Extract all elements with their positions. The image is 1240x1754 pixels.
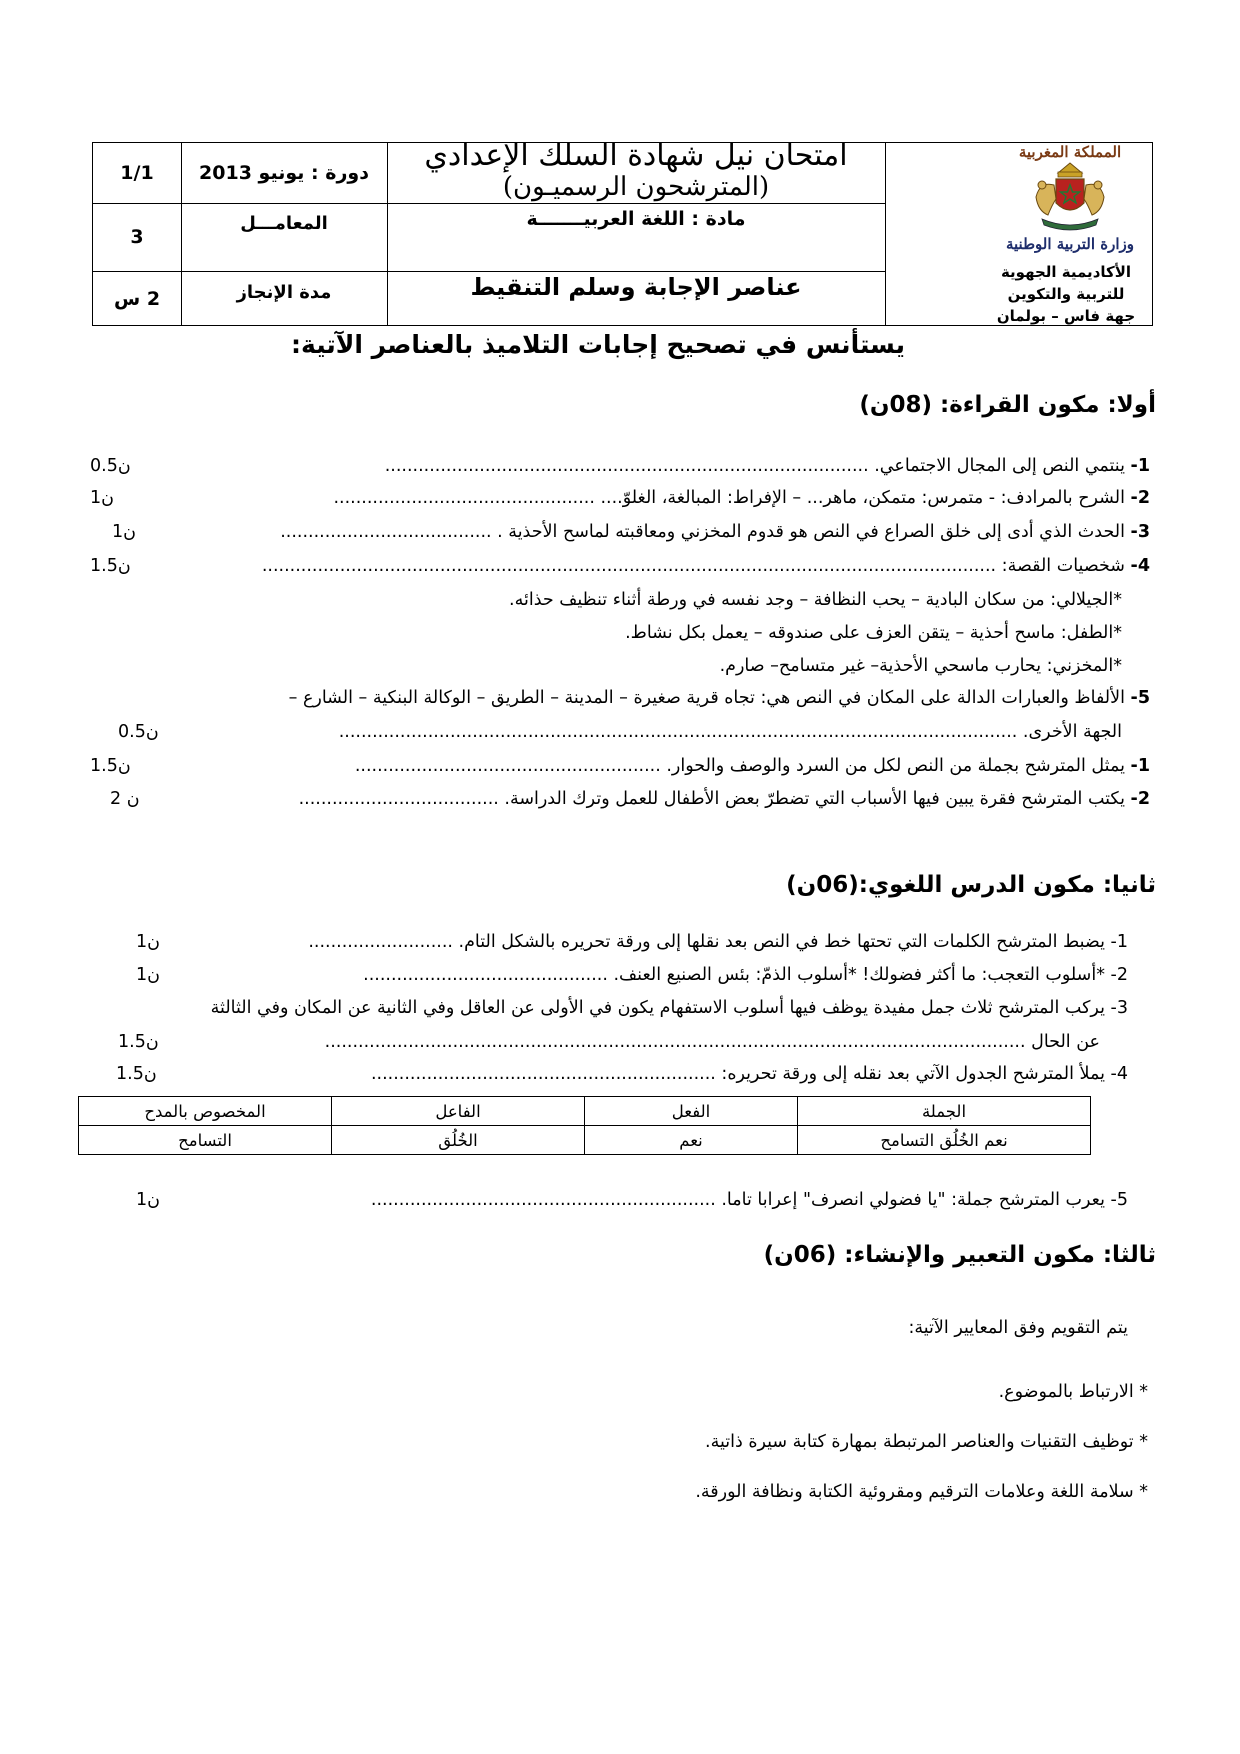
character-3: *المخزني: يحارب ماسحي الأحذية– غير متسامح– صارم. xyxy=(719,656,1122,676)
grammar-score-4: 1.5ن xyxy=(116,1064,157,1084)
coefficient-label: المعامـــل xyxy=(240,212,328,234)
table-cell: نعم xyxy=(585,1126,798,1155)
exam-title: امتحان نيل شهادة السلك الإعدادي xyxy=(424,137,848,173)
writing-item-2: 2- يكتب المترشح فقرة يبين فيها الأسباب التي تضطرّ بعض الأطفال للعمل وترك الدراسة. .................................... xyxy=(298,789,1150,809)
coat-of-arms-icon xyxy=(1028,159,1112,235)
page-number: 1/1 xyxy=(120,162,154,184)
grammar-score-5: 1ن xyxy=(136,1190,160,1210)
grammar-item-3: 3- يركب المترشح ثلاث جمل مفيدة يوظف فيها أسلوب الاستفهام يكون في الأولى عن العاقل وفي الثانية عن المكان وفي الثالثة xyxy=(210,998,1128,1018)
region-name: جهة فاس – بولمان xyxy=(996,307,1136,325)
academy-name xyxy=(976,261,1156,327)
candidates-type: (المترشحون الرسميـون) xyxy=(502,172,770,202)
instructions-heading: يستأنس في تصحيح إجابات التلاميذ بالعناصر الآتية: xyxy=(291,330,905,359)
reading-item-1: 1- ينتمي النص إلى المجال الاجتماعي. ....................................................................................... xyxy=(384,456,1150,476)
reading-score-3: 1ن xyxy=(112,522,136,542)
coefficient-value: 3 xyxy=(130,226,144,248)
reading-item-3: 3- الحدث الذي أدى إلى خلق الصراع في النص هو قدوم المخزني ومعاقبته لماسح الأحذية . ...................................... xyxy=(280,522,1150,542)
criterion-2: * توظيف التقنيات والعناصر المرتبطة بمهارة كتابة سيرة ذاتية. xyxy=(705,1432,1148,1452)
section-composition-title: ثالثا: مكون التعبير والإنشاء: (06ن) xyxy=(763,1242,1156,1268)
reading-item-2: 2- الشرح بالمرادف: - متمرس: متمكن، ماهر... – الإفراط: المبالغة، الغلوّ.... ............................................... xyxy=(333,488,1150,508)
praise-sentence-table xyxy=(78,1096,1091,1155)
grammar-item-1: 1- يضبط المترشح الكلمات التي تحتها خط في النص بعد نقلها إلى ورقة تحريره بالشكل التام. .......................... xyxy=(308,932,1128,952)
reading-score-4: 1.5ن xyxy=(90,556,131,576)
table-header-row xyxy=(79,1097,1091,1126)
grammar-score-1: 1ن xyxy=(136,932,160,952)
section-reading-title: أولا: مكون القراءة: (08ن) xyxy=(859,392,1156,418)
reading-score-2: 1ن xyxy=(90,488,114,508)
grammar-score-3: 1.5ن xyxy=(118,1032,159,1052)
grammar-item-3-cont: عن الحال .............................................................................................................................. xyxy=(324,1032,1100,1052)
table-header-cell: الفعل xyxy=(585,1097,798,1126)
criterion-1: * الارتباط بالموضوع. xyxy=(998,1382,1148,1402)
reading-item-4: 4- شخصيات القصة: .................................................................................................................................... xyxy=(261,556,1150,576)
writing-score-1: 1.5ن xyxy=(90,756,131,776)
institution-block xyxy=(986,143,1154,327)
table-cell: التسامح xyxy=(79,1126,332,1155)
character-2: *الطفل: ماسح أحذية – يتقن العزف على صندوقه – يعمل بكل نشاط. xyxy=(625,623,1122,643)
criterion-3: * سلامة اللغة وعلامات الترقيم ومقروئية الكتابة ونظافة الورقة. xyxy=(695,1482,1148,1502)
writing-item-1: 1- يمثل المترشح بجملة من النص لكل من السرد والوصف والحوار. ....................................................... xyxy=(354,756,1150,776)
composition-intro: يتم التقويم وفق المعايير الآتية: xyxy=(908,1318,1128,1338)
writing-score-2: 2 ن xyxy=(110,789,140,809)
table-cell: نعم الخُلُق التسامح xyxy=(798,1126,1091,1155)
table-header-cell: الجملة xyxy=(798,1097,1091,1126)
table-header-cell: الفاعل xyxy=(332,1097,585,1126)
exam-header-table xyxy=(92,137,1153,326)
reading-score-5: 0.5ن xyxy=(118,722,159,742)
academy-title: الأكاديمية الجهوية للتربية والتكوين xyxy=(1000,263,1132,303)
grammar-item-4: 4- يملأ المترشح الجدول الآتي بعد نقله إلى ورقة تحريره: .............................................................. xyxy=(370,1064,1128,1084)
reading-item-5: 5- الألفاظ والعبارات الدالة على المكان في النص هي: تجاه قرية صغيرة – المدينة – الطريق – الوكالة البنكية – الشارع – xyxy=(288,688,1150,708)
subject-name: مادة : اللغة العربيـــــــة xyxy=(526,208,746,230)
character-1: *الجيلالي: من سكان البادية – يحب النظافة – وجد نفسه في ورطة أثناء تنظيف حذائه. xyxy=(509,590,1122,610)
duration-value: 2 س xyxy=(113,288,161,310)
reading-score-1: 0.5ن xyxy=(90,456,131,476)
table-row xyxy=(79,1126,1091,1155)
exam-session: دورة : يونيو 2013 xyxy=(199,162,369,184)
kingdom-name: المملكة المغربية xyxy=(1018,143,1122,161)
answer-key-title: عناصر الإجابة وسلم التنقيط xyxy=(470,273,802,301)
table-header-cell: المخصوص بالمدح xyxy=(79,1097,332,1126)
grammar-item-5: 5- يعرب المترشح جملة: "يا فضولي انصرف" إعرابا تاما. .............................................................. xyxy=(370,1190,1128,1210)
reading-item-5-cont: الجهة الأخرى. .......................................................................................................................... xyxy=(338,722,1122,742)
section-grammar-title: ثانيا: مكون الدرس اللغوي:(06ن) xyxy=(786,872,1156,898)
duration-label: مدة الإنجاز xyxy=(236,281,332,303)
table-cell: الخُلُق xyxy=(332,1126,585,1155)
ministry-name: وزارة التربية الوطنية xyxy=(1005,235,1134,253)
grammar-item-2: 2- *أسلوب التعجب: ما أكثر فضولك! *أسلوب الذمّ: بئس الصنيع العنف. ............................................ xyxy=(363,965,1128,985)
grammar-score-2: 1ن xyxy=(136,965,160,985)
